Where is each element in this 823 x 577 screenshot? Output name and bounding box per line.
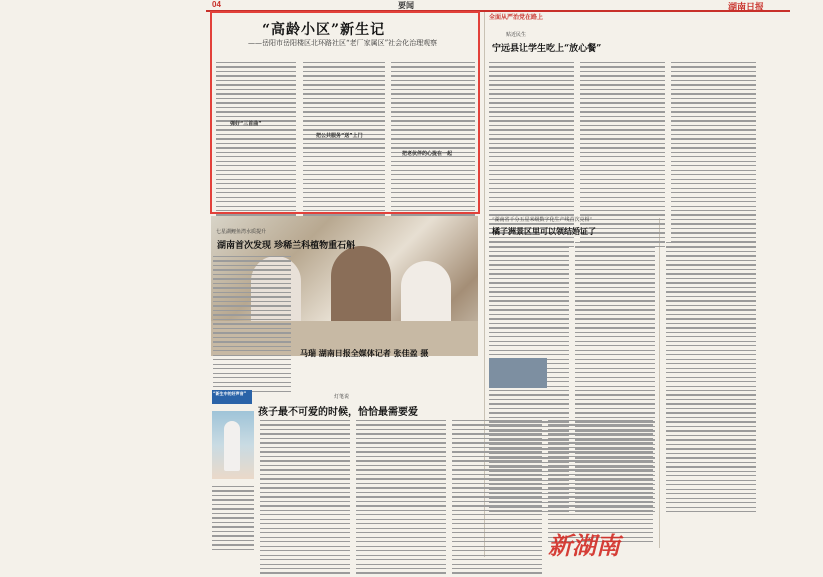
small-photo [489,358,547,388]
right-article-col-3 [671,62,756,250]
page-number: 04 [212,0,221,9]
right-top-tag: 全面从严治党在路上 [489,14,544,21]
bottom-col-3 [452,420,542,577]
feature-subtitle-2: 把公共服务“送”上门 [316,133,363,139]
newspaper-brand: 湖南日报 [728,3,765,13]
watermark-logo: 新湖南 [548,531,620,560]
feature-subtitle-1: 弹好“三首曲” [230,121,262,127]
bottom-tag: 灯笔说 [334,394,350,400]
bottom-col-1 [260,420,350,577]
article-column-2 [303,62,385,237]
right-middle-subhead: “湖南省千分五星米级数字化生产线首次亮相” [492,217,593,223]
right-article-col-2 [580,62,665,250]
middle-left-subhead: 七星湖鲤鱼湾水质提升 [216,229,267,235]
bottom-headline: 孩子最不可爱的时候，恰恰最需要爱 [258,407,418,418]
bottom-left-tag: “新生中的好声音” [212,390,252,404]
right-middle-col-3 [666,242,756,516]
column-divider [659,218,660,548]
feature-subtitle-3: 把老伙伴的心拢在一起 [402,151,453,157]
right-middle-headline: 橘子洲景区里可以领结婚证了 [492,226,596,236]
right-top-headline: 宁远县让学生吃上“放心餐” [492,44,602,54]
article-column-1 [216,62,296,237]
middle-left-headline: 湖南首次发现 珍稀兰科植物重石斛 [217,241,356,251]
portrait-caption-text [212,486,254,553]
middle-left-text [213,256,291,395]
section-title: 要闻 [398,0,414,10]
feature-headline: “高龄小区”新生记 [262,22,386,38]
bottom-col-2 [356,420,446,577]
right-top-subhead: 贴近民生 [506,32,527,38]
photo-caption: 马瑞 湖南日报全媒体记者 张佳盈 摄 [300,348,429,358]
feature-subhead: ——岳阳市岳阳楼区北环路社区“老厂家属区”社会化治理观察 [248,39,438,47]
portrait-photo [212,411,254,479]
